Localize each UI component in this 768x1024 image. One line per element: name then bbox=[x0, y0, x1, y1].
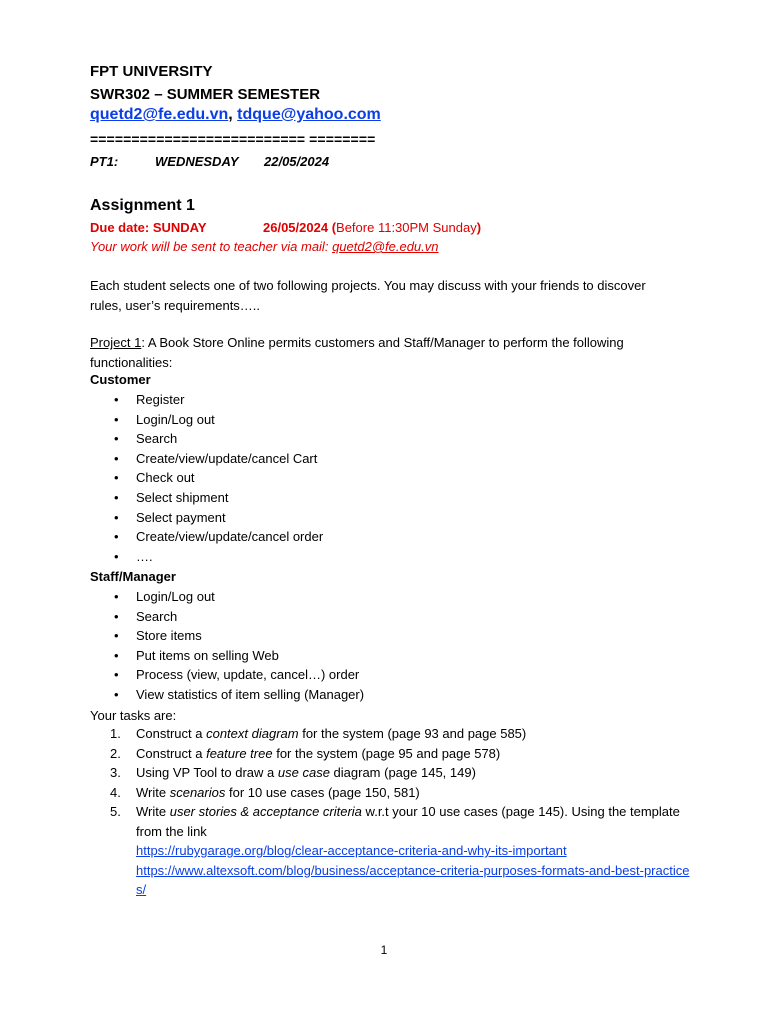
bullet-icon: • bbox=[114, 411, 119, 427]
bullet-icon: • bbox=[114, 647, 119, 663]
list-item-text: Select shipment bbox=[136, 489, 229, 505]
task-text: Write bbox=[136, 804, 170, 819]
task-number: 1. bbox=[110, 726, 121, 741]
separator-line: ========================== ======== bbox=[90, 131, 376, 147]
due-date: 26/05/2024 bbox=[263, 220, 329, 235]
link-rubygarage[interactable]: https://rubygarage.org/blog/clear-acceptance-criteria-and-why-its-important bbox=[136, 843, 567, 858]
university-title: FPT UNIVERSITY bbox=[90, 63, 213, 80]
task-text-rest: for 10 use cases (page 150, 581) bbox=[225, 784, 420, 800]
task-item bbox=[90, 724, 690, 744]
course-title: SWR302 – SUMMER SEMESTER bbox=[90, 86, 321, 103]
task-text: Write bbox=[136, 784, 170, 800]
list-item bbox=[90, 665, 364, 685]
bullet-icon: • bbox=[114, 450, 119, 466]
customer-heading: Customer bbox=[90, 372, 151, 387]
assignment-title: Assignment 1 bbox=[90, 197, 195, 214]
due-label: Due date: SUNDAY bbox=[90, 220, 207, 235]
submission-email-link[interactable]: quetd2@fe.edu.vn bbox=[332, 239, 439, 254]
list-item bbox=[90, 410, 323, 430]
due-close-paren: ) bbox=[476, 220, 482, 235]
bullet-icon: • bbox=[114, 628, 119, 644]
bullet-icon: • bbox=[114, 470, 119, 486]
list-item bbox=[90, 488, 323, 508]
list-item bbox=[90, 468, 323, 488]
link-altexsoft[interactable]: https://www.altexsoft.com/blog/business/acceptance-criteria-purposes-formats-and-best-practices/ bbox=[136, 862, 690, 897]
list-item-text: Register bbox=[136, 392, 185, 407]
email-separator: , bbox=[228, 106, 238, 123]
list-item-text: Put items on selling Web bbox=[136, 647, 279, 663]
task-text: Using VP Tool to draw a bbox=[136, 765, 278, 780]
task-text-rest: w.r.t your 10 use cases (page 145). Using the template from the link bbox=[136, 804, 680, 839]
task-item bbox=[90, 763, 690, 783]
list-item bbox=[90, 527, 323, 547]
list-item-text: Login/Log out bbox=[136, 589, 215, 604]
bullet-icon: • bbox=[114, 667, 119, 683]
bullet-icon: • bbox=[114, 489, 119, 505]
bullet-icon: • bbox=[114, 686, 119, 702]
list-item-text: Login/Log out bbox=[136, 411, 215, 427]
task-text: Construct a bbox=[136, 745, 207, 761]
task-item bbox=[90, 744, 690, 764]
bullet-icon: • bbox=[114, 509, 119, 525]
task-emphasis: user stories & acceptance criteria bbox=[169, 804, 362, 819]
due-time-note: Before 11:30PM Sunday bbox=[336, 220, 477, 235]
task-emphasis: use case bbox=[277, 765, 330, 780]
pt-date: 22/05/2024 bbox=[264, 154, 330, 169]
list-item-text: Check out bbox=[136, 470, 195, 486]
email-link-fe[interactable]: quetd2@fe.edu.vn bbox=[90, 106, 229, 123]
list-item-text: View statistics of item selling (Manager) bbox=[136, 686, 365, 702]
list-item bbox=[90, 646, 364, 666]
staff-list bbox=[90, 587, 364, 705]
submission-note-text: Your work will be sent to teacher via mail: bbox=[90, 239, 333, 254]
tasks-list bbox=[90, 724, 690, 900]
pt-day: WEDNESDAY bbox=[155, 154, 239, 169]
due-date-line bbox=[263, 220, 481, 235]
task-number: 2. bbox=[110, 745, 121, 761]
submission-note bbox=[90, 239, 439, 254]
bullet-icon: • bbox=[114, 548, 119, 564]
task-emphasis: scenarios bbox=[169, 784, 226, 800]
customer-list bbox=[90, 390, 323, 566]
list-item-text: Select payment bbox=[136, 509, 226, 525]
bullet-icon: • bbox=[114, 392, 119, 407]
bullet-icon: • bbox=[114, 589, 119, 604]
bullet-icon: • bbox=[114, 529, 119, 545]
list-item-text: …. bbox=[136, 548, 153, 564]
list-item bbox=[90, 429, 323, 449]
tasks-heading: Your tasks are: bbox=[90, 708, 177, 723]
page-number: 1 bbox=[380, 943, 388, 957]
due-open-paren: ( bbox=[328, 220, 337, 235]
list-item bbox=[90, 390, 323, 410]
task-text-rest: diagram (page 145, 149) bbox=[329, 765, 476, 780]
pt-label: PT1: bbox=[90, 154, 119, 169]
task-item bbox=[90, 783, 690, 803]
list-item bbox=[90, 626, 364, 646]
list-item bbox=[90, 547, 323, 567]
project-description: : A Book Store Online permits customers and Staff/Manager to perform the following functionalities: bbox=[90, 335, 624, 370]
list-item-text: Create/view/update/cancel order bbox=[136, 529, 324, 545]
list-item-text: Search bbox=[136, 431, 178, 447]
task-text: Construct a bbox=[136, 726, 207, 741]
list-item-text: Create/view/update/cancel Cart bbox=[136, 450, 318, 466]
task-text-rest: for the system (page 95 and page 578) bbox=[272, 745, 501, 761]
task-text-rest: for the system (page 93 and page 585) bbox=[298, 726, 527, 741]
list-item-text: Store items bbox=[136, 628, 202, 644]
project-paragraph bbox=[90, 333, 680, 372]
task-item bbox=[90, 802, 690, 900]
project-label: Project 1 bbox=[90, 335, 142, 350]
task-emphasis: feature tree bbox=[206, 745, 273, 761]
list-item bbox=[90, 685, 364, 705]
intro-paragraph: Each student selects one of two following projects. You may discuss with your friends to discover rules, user’s requirements….. bbox=[90, 278, 646, 313]
task-number: 3. bbox=[110, 765, 121, 780]
list-item bbox=[90, 587, 364, 607]
contact-emails bbox=[90, 106, 381, 124]
bullet-icon: • bbox=[114, 431, 119, 447]
list-item-text: Process (view, update, cancel…) order bbox=[136, 667, 360, 683]
bullet-icon: • bbox=[114, 608, 119, 624]
email-link-yahoo[interactable]: tdque@yahoo.com bbox=[237, 106, 381, 123]
task-emphasis: context diagram bbox=[206, 726, 299, 741]
list-item-text: Search bbox=[136, 608, 178, 624]
list-item bbox=[90, 449, 323, 469]
task-number: 5. bbox=[110, 804, 121, 819]
list-item bbox=[90, 508, 323, 528]
list-item bbox=[90, 607, 364, 627]
task-number: 4. bbox=[110, 784, 121, 800]
staff-heading: Staff/Manager bbox=[90, 569, 176, 584]
